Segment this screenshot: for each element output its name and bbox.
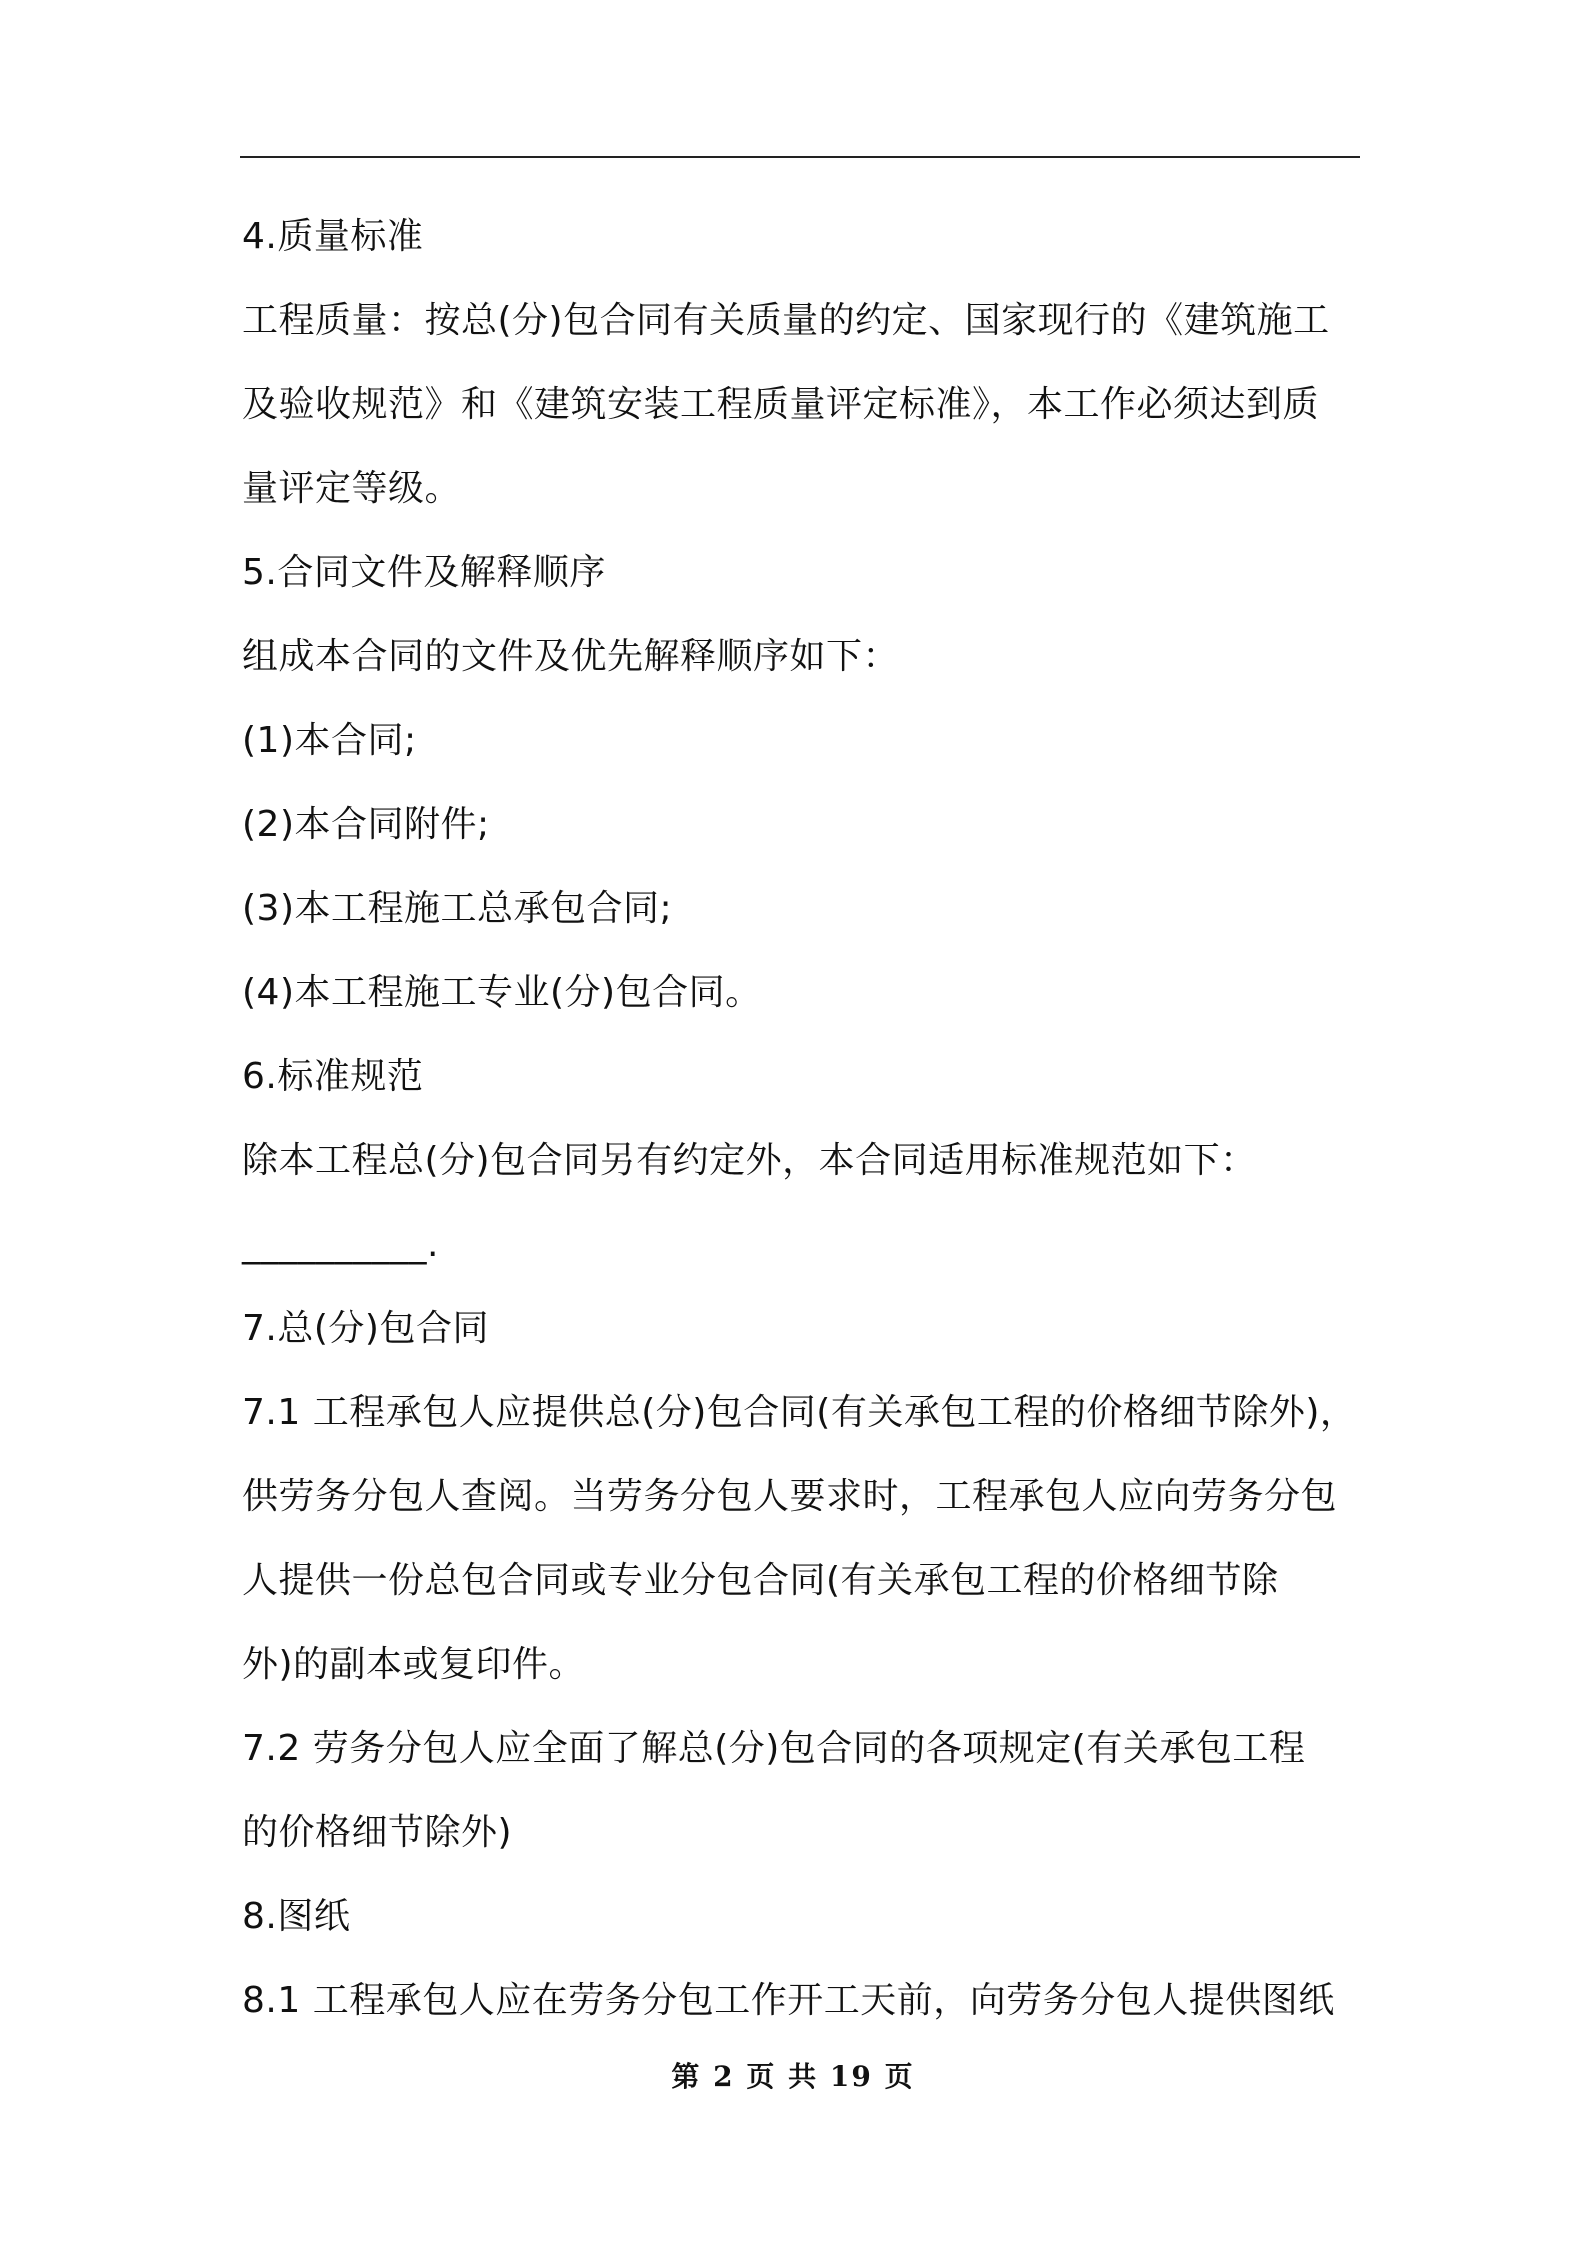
section-heading-standards: 6.标准规范	[242, 1056, 424, 1097]
document-body	[242, 195, 1367, 2043]
paragraph-line: 7.2 劳务分包人应全面了解总(分)包合同的各项规定(有关承包工程	[242, 1728, 1306, 1769]
section-heading-general-contract: 7.总(分)包合同	[242, 1308, 489, 1349]
list-item: (3)本工程施工总承包合同;	[242, 888, 673, 929]
paragraph-line: 外)的副本或复印件。	[242, 1644, 586, 1685]
list-item: (2)本合同附件;	[242, 804, 490, 845]
section-heading-drawings: 8.图纸	[242, 1896, 351, 1937]
paragraph-line: 人提供一份总包合同或专业分包合同(有关承包工程的价格细节除	[242, 1560, 1279, 1601]
list-item: (1)本合同;	[242, 720, 417, 761]
page-number-footer: 第 2 页 共 19 页	[671, 2060, 915, 2093]
list-item: (4)本工程施工专业(分)包合同。	[242, 972, 762, 1013]
paragraph-line: 工程质量：按总(分)包合同有关质量的约定、国家现行的《建筑施工	[242, 300, 1330, 341]
paragraph-line: 除本工程总(分)包合同另有约定外，本合同适用标准规范如下：	[242, 1140, 1257, 1181]
paragraph-line: 的价格细节除外)	[242, 1812, 513, 1853]
paragraph-line: 7.1 工程承包人应提供总(分)包合同(有关承包工程的价格细节除外)，	[242, 1392, 1357, 1433]
section-heading-quality: 4.质量标准	[242, 216, 424, 257]
blank-fill-line: __________.	[242, 1224, 439, 1265]
paragraph-line: 量评定等级。	[242, 468, 462, 509]
section-heading-contract-documents: 5.合同文件及解释顺序	[242, 552, 606, 593]
paragraph-line: 及验收规范》和《建筑安装工程质量评定标准》，本工作必须达到质	[242, 384, 1320, 425]
paragraph-line: 供劳务分包人查阅。当劳务分包人要求时，工程承包人应向劳务分包	[242, 1476, 1338, 1517]
header-rule	[240, 156, 1360, 158]
paragraph-line: 8.1 工程承包人应在劳务分包工作开工天前，向劳务分包人提供图纸	[242, 1980, 1335, 2021]
paragraph-line: 组成本合同的文件及优先解释顺序如下：	[242, 636, 900, 677]
